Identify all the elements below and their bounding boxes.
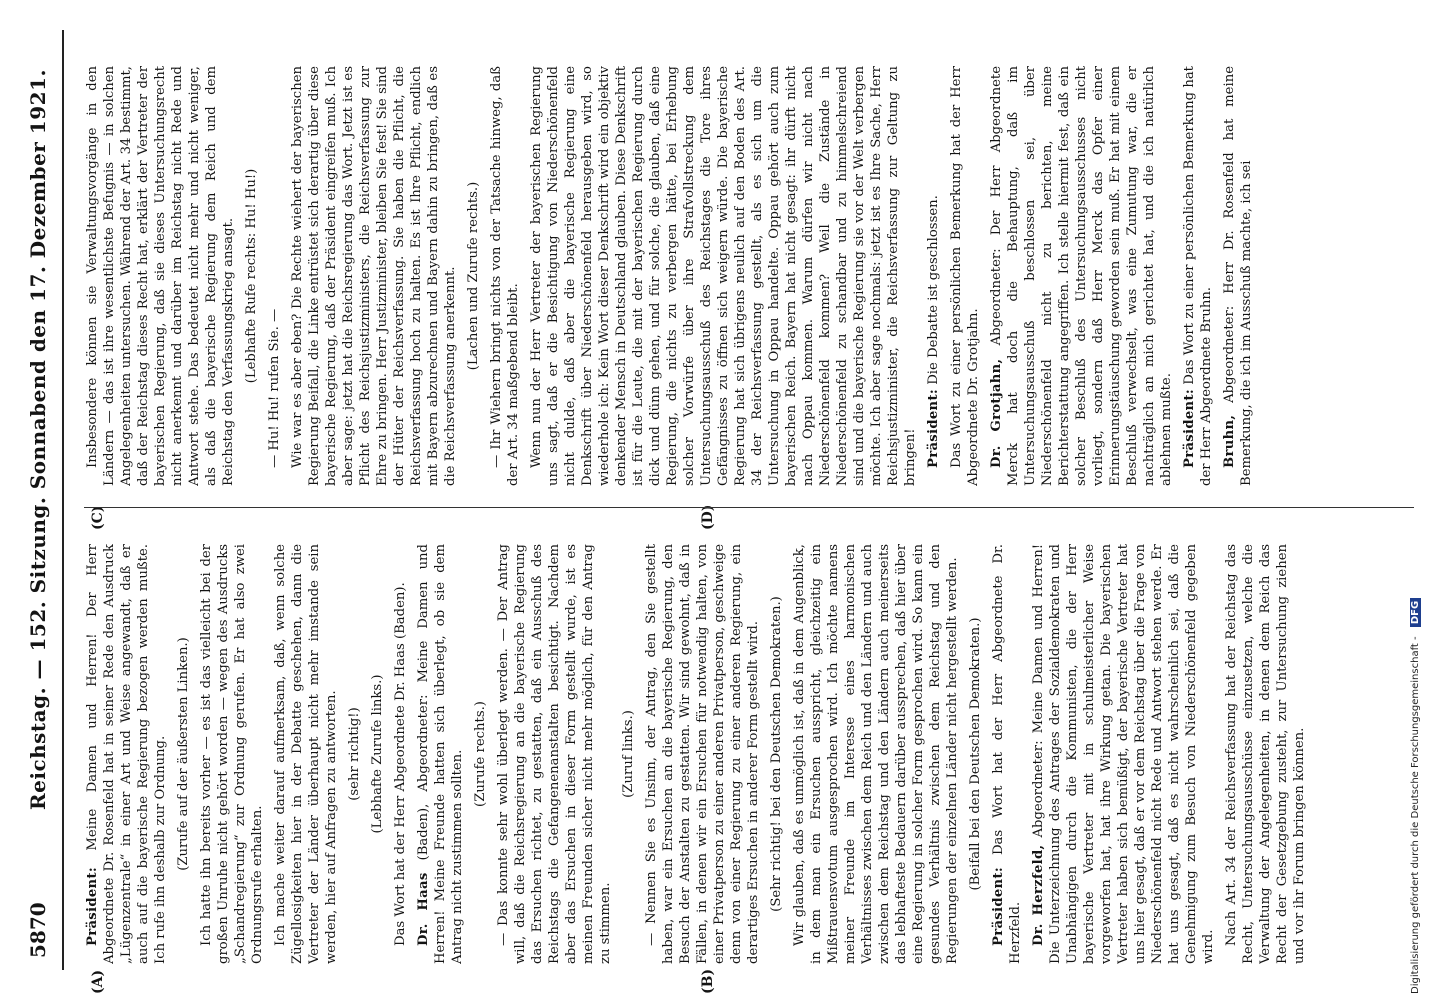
margin-marker-c: (C) [90,505,106,530]
paragraph-text: Das Wort hat der Herr Abgeordnete Dr. Haas (Baden). [393,582,408,946]
interjection: (Beifall bei den Deutschen Demokraten.) [968,617,983,891]
margin-marker-a: (A) [90,969,106,994]
interjection: (Lebhafte Rufe rechts: Hu! Hu!) [244,168,259,384]
paragraph [528,66,919,486]
interjection: (Zurufe rechts.) [473,701,488,807]
interjection: (Lachen und Zurufe rechts.) [466,181,481,371]
speaker-name: Dr. Herzfeld, [1031,844,1046,946]
page-number: 5870 [26,902,50,958]
paragraph-text: Wie war es aber eben? Die Rechte wiehert der bayerischen Regierung Beifall, die Linke entrüstet sich derartig über diese bayerische Regierung, daß der Präsident eingreifen muß. Ich aber sage: jetzt hat die Reichsregierung das Wort. Jetzt ist es Pflicht des Reichsjustizministers, die Reichsverfassung zur Ehre zu bringen. Herr Justizminister, bleiben Sie fest! Sie sind der Hüter der Reichsverfassung. Sie haben die Pflicht, die Reichsverfassung hoch zu halten. Es ist Ihre Pflicht, endlich mit Bayern abzurechnen und Bayern dahin zu bringen, daß es die Reichsverfassung anerkennt. [290,66,458,486]
paragraph-text: — Ihr Wiehern bringt nichts von der Tatsache hinweg, daß der Art. 34 maßgebend bleibt. [489,66,521,486]
paragraph [266,66,283,486]
right-text-column [84,66,1414,486]
paragraph [198,544,266,964]
paragraph [948,66,982,486]
interjection: (Zuruf links.) [621,710,636,798]
paragraph [84,66,237,486]
paragraph-text: Das Wort hat der Herr Abgeordnete Dr. Herzfeld. [991,544,1023,964]
paragraph-text: Das Wort zu einer persönlichen Bemerkung hat der Herr Abgeordnete Bruhn. [1182,66,1214,486]
paragraph [495,544,614,964]
paragraph-text: Die Debatte ist geschlossen. [926,195,941,385]
digitization-credit [1410,14,1421,994]
credit-text: Digitalisierung gefördert durch die Deutsche Forschungsgemeinschaft - [1410,636,1421,994]
interjection: (Lebhafte Zurufe links.) [370,674,385,834]
paragraph-text: Wir glauben, daß es unmöglich ist, daß in dem Augenblick, in dem man ein Ersuchen ausspricht, gleichzeitig ein Mißtrauensvotum ausgesprochen wird. Ich möchte namens meiner Freunde im Interesse eines harmonischen Verhältnisses zwischen dem Reich und den Ländern und auch zwischen dem Reichstag und den Ländern auch meinerseits das lebhafteste Bedauern darüber aussprechen, daß hier über eine Regierung in solcher Form gesprochen wird. So kann ein gesundes Verhältnis zwischen dem Reichstag und den Regierungen der einzelnen Länder nicht hergestellt werden. [792,544,960,964]
margin-marker-d: (D) [700,504,716,530]
paragraph [289,66,459,486]
paragraph [1181,66,1215,486]
interjection: (Zurufe auf der äußersten Linken.) [176,637,191,871]
paragraph [84,544,169,964]
column-divider [84,507,1414,508]
speaker-name: Präsident: [1182,388,1197,468]
paragraph [990,544,1024,964]
margin-marker-b: (B) [700,968,716,994]
paragraph [392,544,409,964]
interjection: (sehr richtig!) [347,707,362,801]
speaker-name: Präsident: [991,866,1006,946]
paragraph-text: — Hu! Hu! rufen Sie. — [267,308,282,468]
paragraph-text: Abgeordneter: Herr Dr. Rosenfeld hat meine Bemerkung, die ich im Ausschuß machte, ich sei [1222,66,1254,486]
paragraph [791,544,961,964]
paragraph [988,66,1175,486]
speaker-name: Dr. Haas [416,872,431,946]
paragraph-text: Meine Damen und Herren! Der Herr Abgeordnete Dr. Rosenfeld hat in seiner Rede den Ausdruck „Lügenzentrale“ in einer Art und Weise angewandt, daß er auch auf die bayerische Regierung bezogen werden mußte. Ich rufe ihn deshalb zur Ordnung. [85,544,168,964]
paragraph [1221,66,1255,486]
paragraph [488,66,522,486]
speaker-name: Präsident: [85,866,100,946]
speaker-name: Bruhn, [1222,414,1237,468]
paragraph-text: Nach Art. 34 der Reichsverfassung hat der Reichstag das Recht, Untersuchungsausschüsse einzusetzen, welche die Verwaltung der Angelegenheiten, in denen dem Reich das Recht der Gesetzgebung zusteht, zur Untersuchung ziehen und vor ihr Forum bringen können. [1224,544,1307,964]
paragraph-text: Ich mache weiter darauf aufmerksam, daß, wenn solche Zügellosigkeiten hier in der Debatte geschehen, dann die Vertreter der Länder überhaupt nicht mehr imstande sein werden, hier auf Anfragen zu antworten. [273,544,339,964]
paragraph-text: Ich hatte ihn bereits vorher — es ist das vielleicht bei der großen Unruhe nicht gehört worden — wegen des Ausdrucks „Schandregierung“ zur Ordnung gerufen. Er hat also zwei Ordnungsrufe erhalten. [199,544,265,964]
paragraph [925,66,942,486]
paragraph [415,544,466,964]
paragraph-text: — Nennen Sie es Unsinn, der Antrag, den Sie gestellt haben, war ein Ersuchen an die bayerische Regierung, den Besuch der Anstalten zu gestatten. Wir sind gewohnt, daß in Fällen, in denen wir ein Ersuchen für notwendig halten, von einer Privatperson zu einer anderen Privatperson, geschweige denn von einer Regierung zu einer anderen Regierung, ein derartiges Ersuchen in anderer Form gestellt wird. [644,544,761,964]
paragraph [643,544,762,964]
running-title: Reichstag. — 152. Sitzung. Sonnabend den 17. Dezember 1921. [26,69,50,810]
paragraph [1030,544,1217,964]
paragraph-text: (Baden), Abgeordneter: Meine Damen und Herren! Meine Freunde hatten sich überlegt, ob sie dem Antrag nicht zustimmen sollten. [416,544,465,964]
paragraph [1223,544,1308,964]
paragraph-text: Insbesondere können sie Verwaltungsvorgänge in den Ländern — das ist ihre wesentlichste Befugnis — in solchen Angelegenheiten untersuchen. Während der Art. 34 bestimmt, daß der Reichstag dieses Recht hat, erklärt der Vertreter der bayerischen Regierung, daß sie dieses Untersuchungsrecht nicht anerkennt und darüber im Reichstag nicht Rede und Antwort stehe. Das bedeutet nicht mehr und nicht weniger, als daß die bayerische Regierung dem Reich und dem Reichstag den Verfassungskrieg ansagt. [85,66,236,486]
paragraph-text: Wenn nun der Herr Vertreter der bayerischen Regierung uns sagt, daß er die Besichtigung von Niederschönenfeld nicht dulde, daß aber die bayerische Regierung eine Denkschrift über Niederschönenfeld herausgeben wird, so wiederhole ich: Kein Wort dieser Denkschrift wird ein objektiv denkender Mensch in Deutschland glauben. Diese Denkschrift ist für die Leute, die mit der bayerischen Regierung durch dick und dünn gehen, und für solche, die glauben, daß eine Regierung, die nichts zu verbergen hätte, bei Erhebung solcher Vorwürfe über ihre Strafvollstreckung dem Untersuchungsausschuß des Reichstages die Tore ihres Gefängnisses zu öffnen sich weigern würde. Die bayerische Regierung hat sich übrigens neulich auf den Boden des Art. 34 der Reichsverfassung gestellt, als es sich um die Untersuchung in Oppau handelte. Oppau gehört auch zum bayerischen Reich. Bayern hat nicht gesagt: ihr dürft nicht nach Oppau kommen. Warum dürfen wir nicht nach Niederschönenfeld kommen? Weil die Zustände in Niederschönenfeld zu schandbar und zu himmelschreiend sind und die bayerische Regierung sie vor der Welt verbergen möchte. Ich aber sage nochmals: jetzt ist es Ihre Sache, Herr Reichsjustizminister, die Reichsverfassung zur Geltung zu bringen! [529,66,918,486]
left-text-column [84,544,1414,964]
speaker-name: Präsident: [926,388,941,468]
paragraph [272,544,340,964]
page-header [18,30,64,970]
interjection: (Sehr richtig! bei den Deutschen Demokraten.) [769,596,784,912]
paragraph-text: Abgeordneter: Der Herr Abgeordnete Merck hat doch die Behauptung, daß im Untersuchungsausschuß beschlossen sei, über Niederschönenfeld nicht zu berichten, meine Berichterstattung angegriffen. Ich stelle hiermit fest, daß ein solcher Beschluß des Untersuchungsausschusses nicht vorliegt, sondern daß Herr Merck das Opfer einer Erinnerungstäuschung geworden sein muß. Er hat mit einem Beschluß verwechselt, was eine Zumutung war, die er nachträglich an mich gerichtet hat, und die ich natürlich ablehnen mußte. [989,66,1174,486]
paragraph-text: Abgeordneter: Meine Damen und Herren! Die Unterzeichnung des Antrages der Sozialdemokraten und Unabhängigen durch die Kommunisten, die der Herr bayerische Vertreter mit in schulmeisterlicher Weise vorgeworfen hat, hat ihre Wirkung getan. Die bayerischen Vertreter haben sich bemüßigt, der bayerische Vertreter hat uns hier gesagt, daß er vor dem Reichstag über die Frage von Niederschönenfeld nicht Rede und Antwort stehen werde. Er hat uns gesagt, daß es nicht wahrscheinlich sei, daß die Genehmigung zum Besuch von Niederschönenfeld gegeben wird. [1031,544,1216,964]
paragraph-text: Das Wort zu einer persönlichen Bemerkung hat der Herr Abgeordnete Dr. Grotjahn. [949,66,981,486]
paragraph-text: — Das konnte sehr wohl überlegt werden. — Der Antrag will, daß die Reichsregierung an die bayerische Regierung das Ersuchen richtet, zu gestatten, daß ein Ausschuß des Reichstags die Gefangenenanstalten besichtigt. Nachdem aber das Ersuchen in dieser Form gestellt wurde, ist es meinen Freunden sicher nicht mehr möglich, für den Antrag zu stimmen. [496,544,613,964]
speaker-name: Dr. Grotjahn, [989,358,1004,468]
dfg-logo: DFG [1410,598,1421,627]
